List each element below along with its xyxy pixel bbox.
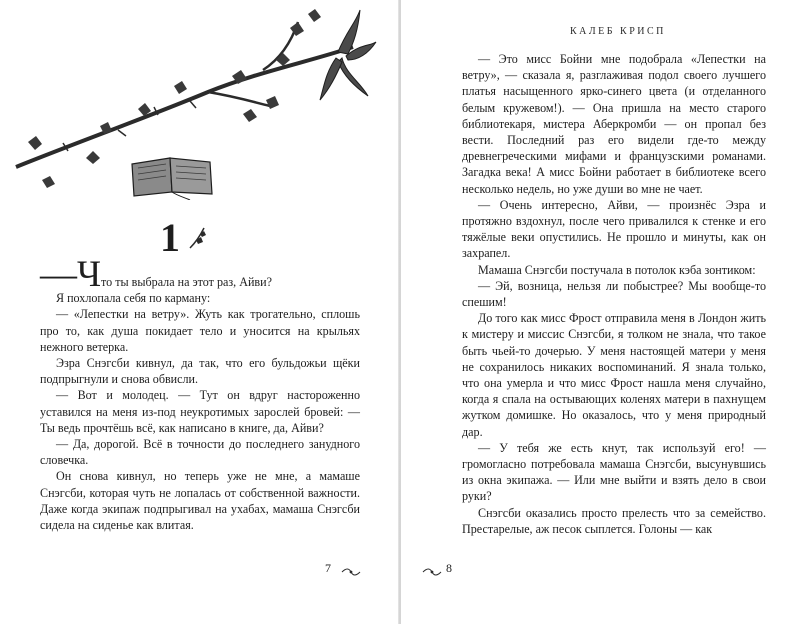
opening-line [40, 254, 360, 295]
left-page [0, 0, 399, 624]
paragraph: — Эй, возница, нельзя ли побыстрее? Мы вообще-то спешим! [462, 278, 766, 310]
paragraph: — Вот и молодец. — Тут он вдруг настороженно уставился на меня из-под неукротимых зарослей бровей: — Ты ведь прочтёшь всё, как написано в книге, да, Айви? [40, 388, 360, 435]
sprig-icon [188, 226, 208, 250]
chapter-number: 1 [160, 215, 180, 260]
page-number-right: 8 [446, 561, 452, 575]
open-book-icon [128, 152, 216, 200]
left-page-text [40, 254, 360, 533]
paragraph: Я похлопала себя по карману: [56, 291, 211, 306]
paragraph: — «Лепестки на ветру». Жуть как трогательно, сплошь про то, как душа покидает тело и уносится на крыльях нежного ветерка. [40, 307, 360, 354]
right-page-text [462, 51, 766, 537]
running-head: КАЛЕБ КРИСП [570, 26, 666, 37]
paragraph: — Да, дорогой. Всё в точности до последнего занудного словечка. [40, 437, 360, 468]
floral-ornament-icon [421, 566, 443, 578]
paragraph: Эзра Снэгсби кивнул, да так, что его бульдожьи щёки подпрыгнули и снова обвисли. [40, 356, 360, 387]
paragraph: — Это мисс Бойни мне подобрала «Лепестки на ветру», — сказала я, разглаживая подол своего лучшего платья насыщенного ярко-синего цвета (и отделанного белым кружевом!). — Она пришла на место старого библиотекаря, мистера Аберкромби — он пропал без вести. Последний раз его видели где-то между древнегреческими мифами и французскими романами. Загадка века! А мисс Бойни работает в библиотеке всего несколько недель, но уже души во мне не чает. [462, 52, 766, 196]
drop-cap: —Ч [40, 254, 102, 295]
paragraph: — Очень интересно, Айви, — произнёс Эзра и протяжно вздохнул, после чего привалился к стенке и его тяжёлые веки опустились. Не прошло и минуты, как он захрапел. [462, 197, 766, 261]
floral-ornament-icon [340, 566, 362, 578]
page-number-left: 7 [325, 561, 331, 575]
paragraph: — У тебя же есть кнут, так используй его! — громогласно потребовала мамаша Снэгсби, высунувшись из окна экипажа. — Или мне выйти и взять дело в свои руки? [462, 440, 766, 504]
paragraph: Он снова кивнул, но теперь уже не мне, а мамаше Снэгсби, которая чуть не лопалась от собственной важности. Даже когда экипаж подпрыгивал на ухабах, мамаша Снэгсби сидела на сиденье как влитая. [40, 469, 360, 533]
paragraph: Мамаша Снэгсби постучала в потолок кэба зонтиком: [478, 262, 756, 277]
opening-line-text: то ты выбрала на этот раз, Айви? [101, 275, 272, 289]
paragraph: Снэгсби оказались просто прелесть что за семейство. Престарелые, аж песок сыплется. Голоны — как [462, 505, 766, 536]
paragraph: До того как мисс Фрост отправила меня в Лондон жить к мистеру и миссис Снэгсби, я толком не знала, что такое быть чьей-то дочерью. У меня настоящей матери у меня не сохранилось никаких воспоминаний. Я знала только, что она умерла и что мисс Фрост нашла меня случайно, когда я спала на остывающих коленях матери в пахнущем жутком домишке. Но оказалось, что у меня природный дар. [462, 311, 766, 439]
